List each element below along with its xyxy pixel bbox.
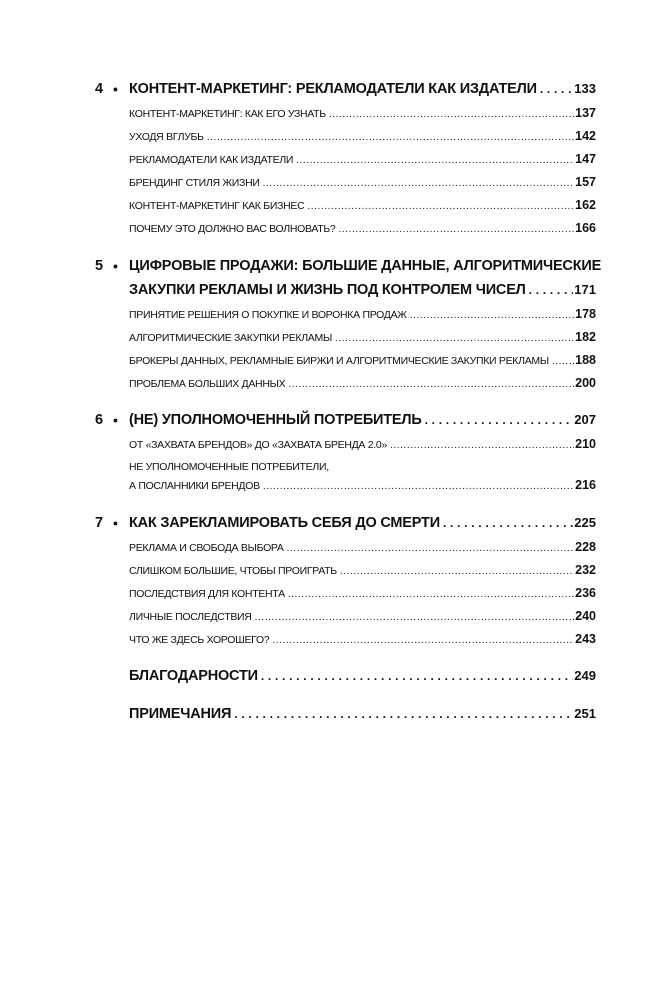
page-number: 236	[575, 586, 596, 600]
page-number: 166	[575, 221, 596, 235]
page-number: 216	[575, 478, 596, 492]
section-title: КОНТЕНТ-МАРКЕТИНГ: КАК ЕГО УЗНАТЬ	[129, 108, 326, 120]
leader-dots	[340, 566, 574, 577]
leader-dots	[287, 543, 575, 554]
leader-dots	[255, 612, 575, 623]
leader-dots	[425, 413, 574, 427]
section-title: ЛИЧНЫЕ ПОСЛЕДСТВИЯ	[129, 611, 252, 623]
page-number: 225	[574, 515, 596, 530]
page-number: 251	[574, 706, 596, 721]
page-number: 207	[574, 412, 596, 427]
section-title: БРОКЕРЫ ДАННЫХ, РЕКЛАМНЫЕ БИРЖИ И АЛГОРИТМИЧЕСКИЕ ЗАКУПКИ РЕКЛАМЫ	[129, 355, 549, 367]
leader-dots	[338, 224, 574, 235]
bullet: •	[113, 81, 118, 97]
page-number: 157	[575, 175, 596, 189]
chapter-number: 4	[95, 81, 104, 97]
leader-dots	[443, 516, 573, 530]
section-title: ОТ «ЗАХВАТА БРЕНДОВ» ДО «ЗАХВАТА БРЕНДА 2.0»	[129, 439, 387, 451]
leader-dots	[234, 707, 573, 721]
section-title: ПОЧЕМУ ЭТО ДОЛЖНО ВАС ВОЛНОВАТЬ?	[129, 223, 336, 235]
leader-dots	[329, 109, 574, 120]
leader-dots	[529, 283, 574, 297]
bullet: •	[113, 258, 118, 274]
leader-dots	[307, 201, 574, 212]
chapter-number: 7	[95, 515, 104, 531]
leader-dots	[540, 82, 573, 96]
page-number: 200	[575, 376, 596, 390]
leader-dots	[261, 669, 573, 683]
page-number: 232	[575, 563, 596, 577]
section-title: ЧТО ЖЕ ЗДЕСЬ ХОРОШЕГО?	[129, 634, 270, 646]
page-number: 133	[574, 81, 596, 96]
section-title: РЕКЛАМА И СВОБОДА ВЫБОРА	[129, 542, 284, 554]
page-number: 210	[575, 437, 596, 451]
section-title: ПОСЛЕДСТВИЯ ДЛЯ КОНТЕНТА	[129, 588, 285, 600]
section-title: ПРИНЯТИЕ РЕШЕНИЯ О ПОКУПКЕ И ВОРОНКА ПРОДАЖ	[129, 309, 407, 321]
page-number: 249	[574, 668, 596, 683]
leader-dots	[263, 481, 574, 492]
page-number: 142	[575, 129, 596, 143]
section-title: СЛИШКОМ БОЛЬШИЕ, ЧТОБЫ ПРОИГРАТЬ	[129, 565, 337, 577]
leader-dots	[552, 356, 574, 367]
leader-dots	[288, 589, 574, 600]
chapter-title: КОНТЕНТ-МАРКЕТИНГ: РЕКЛАМОДАТЕЛИ КАК ИЗДАТЕЛИ	[129, 81, 537, 97]
chapter-title: КАК ЗАРЕКЛАМИРОВАТЬ СЕБЯ ДО СМЕРТИ	[129, 515, 440, 531]
section-title: АЛГОРИТМИЧЕСКИЕ ЗАКУПКИ РЕКЛАМЫ	[129, 332, 332, 344]
page-number: 171	[574, 282, 596, 297]
section-title: РЕКЛАМОДАТЕЛИ КАК ИЗДАТЕЛИ	[129, 154, 294, 166]
section-title-line-2: А ПОСЛАННИКИ БРЕНДОВ	[129, 480, 260, 492]
page-number: 188	[575, 353, 596, 367]
bullet: •	[113, 412, 118, 428]
chapter-title: (НЕ) УПОЛНОМОЧЕННЫЙ ПОТРЕБИТЕЛЬ	[129, 412, 422, 428]
page-number: 182	[575, 330, 596, 344]
chapter-title-line-1: ЦИФРОВЫЕ ПРОДАЖИ: БОЛЬШИЕ ДАННЫЕ, АЛГОРИТМИЧЕСКИЕ	[129, 258, 602, 274]
leader-dots	[263, 178, 575, 189]
page-number: 240	[575, 609, 596, 623]
leader-dots	[207, 132, 574, 143]
leader-dots	[335, 333, 574, 344]
leader-dots	[410, 310, 574, 321]
page-number: 147	[575, 152, 596, 166]
chapter-number: 5	[95, 258, 104, 274]
section-title: КОНТЕНТ-МАРКЕТИНГ КАК БИЗНЕС	[129, 200, 305, 212]
leader-dots	[272, 635, 574, 646]
section-title: УХОДЯ ВГЛУБЬ	[129, 131, 204, 143]
page-number: 178	[575, 307, 596, 321]
section-title: ПРОБЛЕМА БОЛЬШИХ ДАННЫХ	[129, 378, 286, 390]
chapter-title-line-2: ЗАКУПКИ РЕКЛАМЫ И ЖИЗНЬ ПОД КОНТРОЛЕМ ЧИСЕЛ	[129, 282, 526, 298]
section-title-line-1: НЕ УПОЛНОМОЧЕННЫЕ ПОТРЕБИТЕЛИ,	[129, 461, 329, 473]
back-matter-title: ПРИМЕЧАНИЯ	[129, 706, 232, 722]
bullet: •	[113, 515, 118, 531]
page-number: 243	[575, 632, 596, 646]
leader-dots	[390, 440, 574, 451]
page-number: 228	[575, 540, 596, 554]
page-number: 162	[575, 198, 596, 212]
leader-dots	[296, 155, 574, 166]
back-matter-title: БЛАГОДАРНОСТИ	[129, 668, 258, 684]
chapter-number: 6	[95, 412, 104, 428]
page-number: 137	[575, 106, 596, 120]
leader-dots	[288, 379, 574, 390]
section-title: БРЕНДИНГ СТИЛЯ ЖИЗНИ	[129, 177, 260, 189]
